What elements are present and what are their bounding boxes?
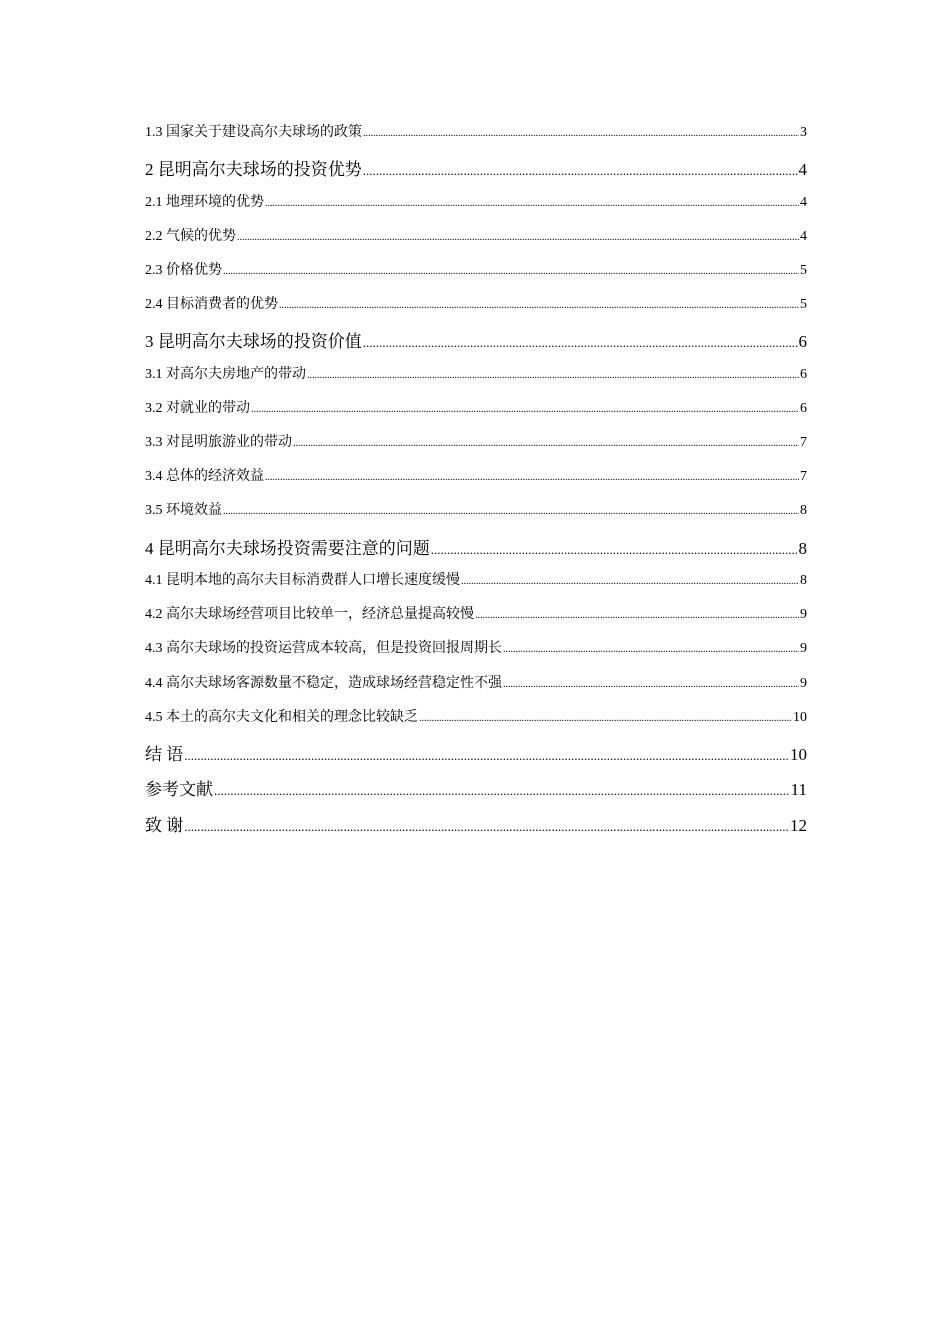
toc-entry-label: 4.5 本土的高尔夫文化和相关的理念比较缺乏 <box>145 709 418 725</box>
toc-entry[interactable] <box>145 706 807 740</box>
toc-entry-label: 参考文献 <box>145 780 213 800</box>
toc-dot-leader <box>237 229 799 245</box>
toc-entry[interactable] <box>145 603 807 637</box>
toc-page-number: 4 <box>800 194 807 210</box>
toc-page-number: 9 <box>800 675 807 691</box>
toc-entry-label: 致 谢 <box>145 815 184 835</box>
toc-dot-leader <box>214 780 790 800</box>
toc-entry-label: 3.1 对高尔夫房地产的带动 <box>145 366 306 382</box>
toc-dot-leader <box>223 503 799 519</box>
toc-entry-label: 4.2 高尔夫球场经营项目比较单一，经济总量提高较慢 <box>145 607 474 623</box>
toc-entry[interactable] <box>145 534 807 569</box>
toc-dot-leader <box>475 607 799 623</box>
toc-entry[interactable] <box>145 811 807 846</box>
toc-entry-label: 2.3 价格优势 <box>145 262 222 278</box>
toc-dot-leader <box>184 816 789 836</box>
toc-page-number: 10 <box>790 744 807 764</box>
toc-entry[interactable] <box>145 397 807 431</box>
toc-dot-leader <box>363 160 798 180</box>
toc-dot-leader <box>431 539 798 559</box>
toc-page-number: 9 <box>800 641 807 657</box>
toc-page-number: 6 <box>800 366 807 382</box>
toc-entry[interactable] <box>145 293 807 327</box>
toc-entry-label: 4 昆明高尔夫球场投资需要注意的问题 <box>145 538 430 558</box>
toc-dot-leader <box>184 745 789 765</box>
toc-dot-leader <box>265 469 799 485</box>
toc-dot-leader <box>251 401 799 417</box>
toc-dot-leader <box>363 125 799 141</box>
toc-page-number: 11 <box>790 780 807 800</box>
toc-entry-label: 结 语 <box>145 744 184 764</box>
toc-entry-label: 2.4 目标消费者的优势 <box>145 297 278 313</box>
toc-entry[interactable] <box>145 672 807 706</box>
toc-entry[interactable] <box>145 363 807 397</box>
toc-entry[interactable] <box>145 431 807 465</box>
toc-page-number: 4 <box>798 160 807 180</box>
toc-entry-label: 2.2 气候的优势 <box>145 228 236 244</box>
toc-entry-label: 3.5 环境效益 <box>145 503 222 519</box>
toc-entry-label: 4.3 高尔夫球场的投资运营成本较高，但是投资回报周期长 <box>145 641 502 657</box>
toc-entry[interactable] <box>145 499 807 533</box>
toc-page-number: 6 <box>798 332 807 352</box>
toc-entry-label: 1.3 国家关于建设高尔夫球场的政策 <box>145 125 362 140</box>
toc-entry[interactable] <box>145 740 807 775</box>
toc-page-number: 12 <box>790 815 807 835</box>
toc-dot-leader <box>223 263 799 279</box>
toc-page-number: 4 <box>800 228 807 244</box>
toc-entry[interactable] <box>145 155 807 190</box>
toc-page-number: 7 <box>800 469 807 485</box>
toc-dot-leader <box>363 332 798 352</box>
toc-dot-leader <box>419 710 792 726</box>
toc-dot-leader <box>307 367 799 383</box>
toc-dot-leader <box>503 641 799 657</box>
toc-dot-leader <box>279 297 799 313</box>
toc-entry[interactable] <box>145 637 807 671</box>
toc-dot-leader <box>461 573 799 589</box>
toc-entry-label: 2 昆明高尔夫球场的投资优势 <box>145 160 362 180</box>
toc-dot-leader <box>265 195 799 211</box>
toc-entry-label: 3 昆明高尔夫球场的投资价值 <box>145 332 362 352</box>
toc-entry-label: 3.2 对就业的带动 <box>145 400 250 416</box>
toc-entry-label: 4.1 昆明本地的高尔夫目标消费群人口增长速度缓慢 <box>145 573 460 589</box>
toc-entry-label: 4.4 高尔夫球场客源数量不稳定，造成球场经营稳定性不强 <box>145 675 502 691</box>
toc-page-number: 8 <box>800 573 807 589</box>
toc-entry[interactable] <box>145 465 807 499</box>
toc-page-number: 3 <box>800 125 807 140</box>
toc-entry-label: 3.3 对昆明旅游业的带动 <box>145 435 292 451</box>
toc-entry[interactable] <box>145 225 807 259</box>
toc-dot-leader <box>503 676 799 692</box>
toc-page-number: 8 <box>800 503 807 519</box>
toc-entry[interactable] <box>145 327 807 362</box>
toc-entry[interactable] <box>145 259 807 293</box>
toc-page-number: 5 <box>800 297 807 313</box>
toc-entry-label: 2.1 地理环境的优势 <box>145 194 264 210</box>
toc-entry[interactable] <box>145 191 807 225</box>
toc-page-number: 7 <box>800 435 807 451</box>
toc-page-number: 6 <box>800 400 807 416</box>
table-of-contents <box>145 121 807 846</box>
toc-page-number: 8 <box>798 538 807 558</box>
toc-entry-label: 3.4 总体的经济效益 <box>145 469 264 485</box>
toc-entry[interactable] <box>145 775 807 810</box>
toc-entry[interactable] <box>145 569 807 603</box>
toc-entry[interactable] <box>145 121 807 155</box>
toc-page-number: 10 <box>793 709 807 725</box>
toc-page-number: 9 <box>800 607 807 623</box>
toc-dot-leader <box>293 435 799 451</box>
toc-page-number: 5 <box>800 262 807 278</box>
